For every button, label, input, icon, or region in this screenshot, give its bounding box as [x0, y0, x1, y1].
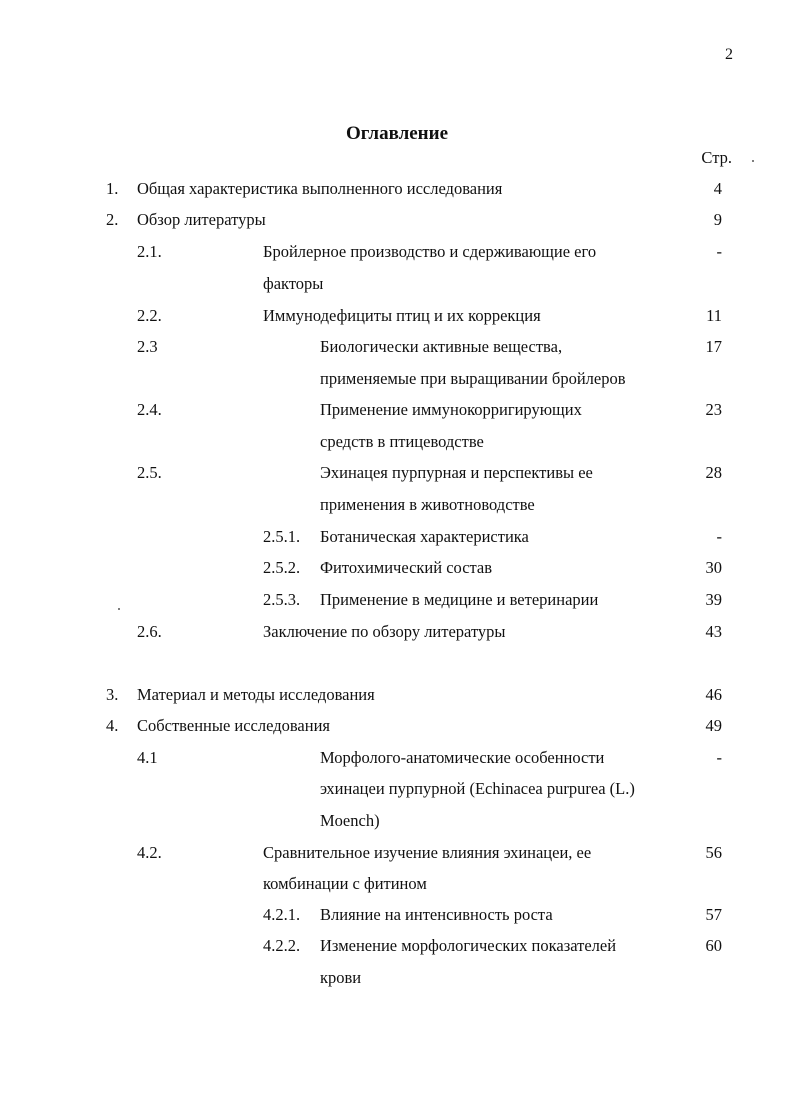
toc-number: 4.1	[137, 748, 158, 767]
toc-number: 1.	[106, 179, 119, 198]
toc-number: 2.5.	[137, 463, 162, 482]
toc-number: 2.2.	[137, 306, 162, 325]
toc-text: Общая характеристика выполненного исследования	[137, 179, 503, 198]
toc-page: 43	[705, 622, 722, 641]
toc-number: 2.6.	[137, 622, 162, 641]
toc-text: средств в птицеводстве	[320, 432, 484, 451]
page-title: Оглавление	[345, 123, 449, 144]
toc-number: 4.2.	[137, 843, 162, 862]
toc-page: -	[716, 527, 722, 546]
toc-page: 39	[705, 590, 722, 609]
toc-page: 17	[705, 337, 722, 356]
toc-page: 4	[713, 179, 722, 198]
page-column-header: Стр.	[701, 148, 732, 167]
toc-text: Применение в медицине и ветеринарии	[320, 590, 599, 609]
scan-speck	[752, 160, 754, 162]
toc-number: 4.2.2.	[263, 936, 301, 955]
toc-page: 49	[705, 716, 722, 735]
toc-text: Заключение по обзору литературы	[263, 622, 506, 641]
toc-text: применения в животноводстве	[320, 495, 535, 514]
toc-page: 23	[705, 400, 722, 419]
toc-text: Применение иммунокорригирующих	[320, 400, 582, 419]
toc-text: факторы	[263, 274, 324, 293]
toc-page: 57	[705, 905, 722, 924]
toc-number: 2.4.	[137, 400, 162, 419]
toc-text: крови	[320, 968, 362, 987]
toc-text: Moench)	[320, 811, 380, 830]
toc-page: 46	[705, 685, 722, 704]
toc-page: 60	[705, 936, 722, 955]
toc-number: 2.3	[137, 337, 158, 356]
toc-text: эхинацеи пурпурной (Echinacea purpurea (L.)	[320, 779, 635, 798]
toc-number: 2.5.3.	[263, 590, 301, 609]
toc-number: 2.5.2.	[263, 558, 301, 577]
toc-text: Фитохимический состав	[320, 558, 493, 577]
toc-text: Влияние на интенсивность роста	[320, 905, 553, 924]
toc-text: Ботаническая характеристика	[320, 527, 529, 546]
toc-text: Изменение морфологических показателей	[320, 936, 617, 955]
toc-page: 30	[705, 558, 722, 577]
toc-number: 4.	[106, 716, 119, 735]
toc-page: 9	[713, 210, 722, 229]
toc-page: -	[716, 242, 722, 261]
toc-text: комбинации с фитином	[263, 874, 427, 893]
toc-number: 2.1.	[137, 242, 162, 261]
toc-text: Бройлерное производство и сдерживающие его	[263, 242, 597, 261]
toc-text: Иммунодефициты птиц и их коррекция	[263, 306, 541, 325]
toc-text: Морфолого-анатомические особенности	[320, 748, 605, 767]
toc-page: -	[716, 748, 722, 767]
toc-number: 2.5.1.	[263, 527, 301, 546]
scan-speck	[118, 608, 120, 610]
toc-text: Материал и методы исследования	[137, 685, 375, 704]
toc-page: 11	[706, 306, 722, 325]
toc-number: 3.	[106, 685, 119, 704]
toc-page: 56	[705, 843, 722, 862]
toc-text: Обзор литературы	[137, 210, 266, 229]
toc-page: 28	[705, 463, 722, 482]
toc-text: Эхинацея пурпурная и перспективы ее	[320, 463, 593, 482]
toc-number: 4.2.1.	[263, 905, 301, 924]
toc-text: Сравнительное изучение влияния эхинацеи, ее	[263, 843, 592, 862]
toc-text: Биологически активные вещества,	[320, 337, 563, 356]
toc-number: 2.	[106, 210, 119, 229]
page-number: 2	[725, 46, 733, 63]
toc-text: применяемые при выращивании бройлеров	[320, 369, 626, 388]
toc-text: Собственные исследования	[137, 716, 331, 735]
